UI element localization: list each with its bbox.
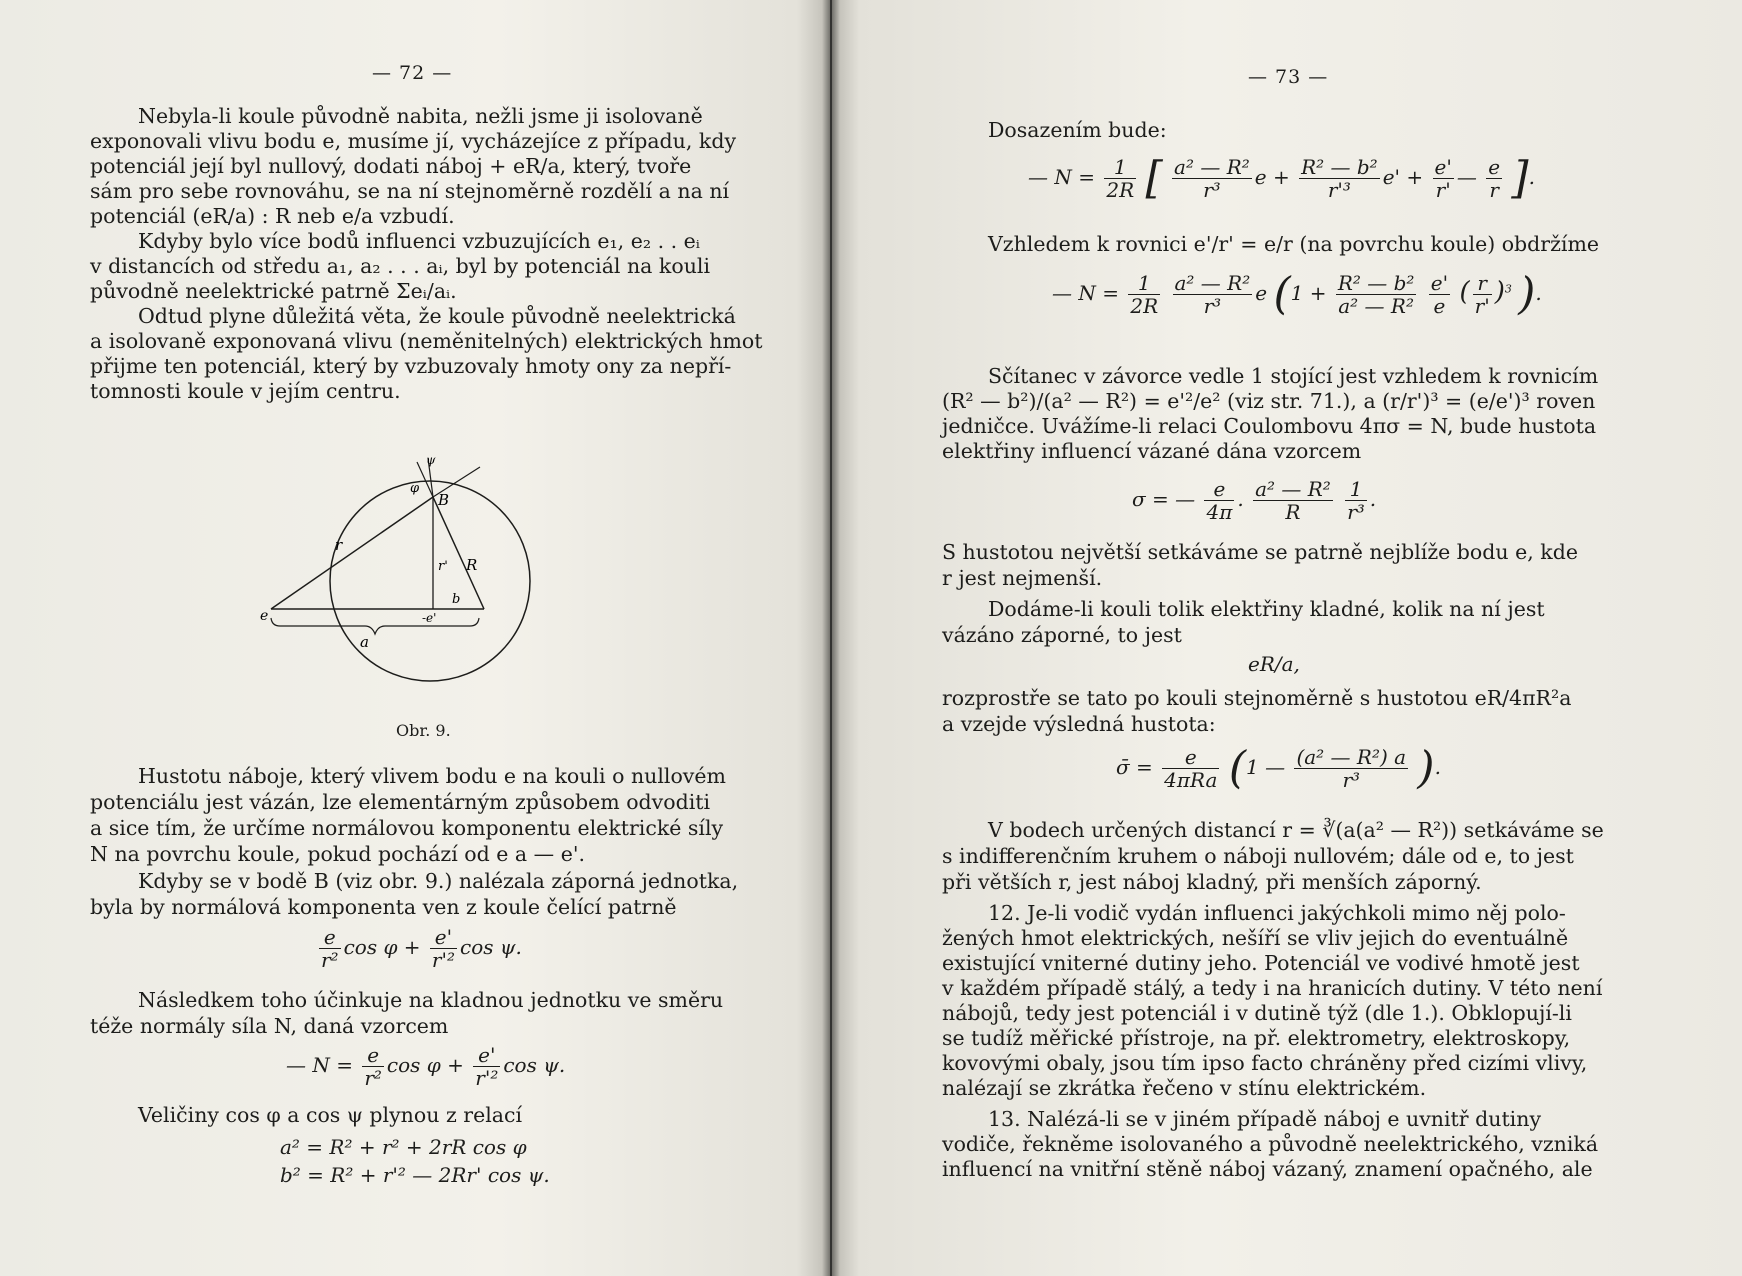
text-line: v distancích od středu a₁, a₂ . . . aᵢ, byl by potenciál na kouli <box>90 254 711 278</box>
text-line: jedničce. Uvážíme-li relaci Coulombovu 4πσ = N, bude hustota <box>942 414 1597 438</box>
fraction: $\frac{\text{a² — R²}}{R}$ <box>1255 477 1331 524</box>
fraction: $\frac{\text{R² — b²}}{\text{r'³}}$ <box>1301 155 1378 202</box>
text-line: potenciálu jest vázán, lze elementárným způsobem odvoditi <box>90 790 711 814</box>
fraction: $\frac{e}{4\pi}$ <box>1206 477 1233 524</box>
fraction: $\frac{\text{a² — R²}}{\text{r³}}$ <box>1174 155 1250 202</box>
text-line: N na povrchu koule, pokud pochází od e a — e'. <box>90 842 585 866</box>
label-B: B <box>438 491 450 509</box>
text-line: (R² — b²)/(a² — R²) = e'²/e² (viz str. 71.), a (r/r')³ = (e/e')³ roven <box>942 389 1596 413</box>
text-line: Odtud plyne důležitá věta, že koule původně neelektrická <box>138 304 736 328</box>
text-line: v každém případě stálý, a tedy i na hranicích dutiny. V této není <box>942 976 1603 1000</box>
text-line: nábojů, tedy jest potenciál i v dutině týž (dle 1.). Obklopují-li <box>942 1001 1572 1025</box>
text-line: a isolovaně exponovaná vlivu (neměnitelných) elektrických hmot <box>90 329 763 353</box>
text-line: přijme ten potenciál, který by vzbuzovaly hmoty ony za nepří- <box>90 354 732 378</box>
label-e-prime: -e' <box>422 611 437 625</box>
fraction: $\frac{e}{\text{r²}}$ <box>321 925 339 972</box>
equation-with-relation: — N = $\frac{1}{2R}$ $\frac{\text{a² — R²}}{\text{r³}}$ e (1 + $\frac{\text{R² — b²}}{\text{a² — R²}}$ $\frac{e'}{e}$ ( $\frac{r}{r'}$ )$^3$ ). <box>1052 268 1542 320</box>
text-line: vodiče, řekněme isolovaného a původně neelektrického, vzniká <box>942 1132 1599 1156</box>
text-line: Dodáme-li kouli tolik elektřiny kladné, kolik na ní jest <box>988 597 1545 621</box>
fraction: $\frac{\text{R² — b²}}{\text{a² — R²}}$ <box>1337 271 1415 318</box>
fraction: $\frac{e'}{r'}$ <box>1434 155 1452 202</box>
brace-a <box>271 618 479 634</box>
text-line: kovovými obaly, jsou tím ipso facto chráněny před cizími vlivy, <box>942 1051 1588 1075</box>
label-psi: ψ <box>426 453 436 467</box>
text-line: a sice tím, že určíme normálovou komponentu elektrické síly <box>90 816 724 840</box>
fraction: $\frac{\text{(a² — R²) a}}{\text{r³}}$ <box>1296 745 1407 792</box>
equation-a-squared: a² = R² + r² + 2rR cos φ <box>280 1135 527 1159</box>
label-r: r <box>335 536 343 554</box>
text-line: žených hmot elektrických, nešíří se vliv jejich do eventuálně <box>942 926 1569 950</box>
text-line: V bodech určených distancí r = ∛(a(a² — R²)) setkáváme se <box>988 818 1604 842</box>
text-line: potenciál (eR/a) : R neb e/a vzbudí. <box>90 204 455 228</box>
figure-9-diagram <box>220 450 600 710</box>
equation-force-N: — N = $\frac{e}{\text{r²}}$ cos φ + $\frac{e'}{\text{r'²}}$ cos ψ. <box>286 1043 566 1090</box>
text-line: Sčítanec v závorce vedle 1 stojící jest vzhledem k rovnicím <box>988 364 1599 388</box>
figure-caption: Obr. 9. <box>396 721 451 740</box>
equation-eR-over-a: eR/a, <box>1248 652 1300 676</box>
left-page <box>0 0 830 1276</box>
sphere-circle <box>330 481 530 681</box>
text-line: r jest nejmenší. <box>942 566 1103 590</box>
text-line: rozprostře se tato po kouli stejnoměrně s hustotou eR/4πR²a <box>942 686 1572 710</box>
equation-substitution: — N = $\frac{1}{2R}$ [ $\frac{\text{a² — R²}}{\text{r³}}$ e + $\frac{\text{R² — b²}}{\text{r'³}}$ e' + $\frac{e'}{r'}$ — $\frac{e}{r}$ ]. <box>1028 152 1535 204</box>
text-line: influencí na vnitřní stěně náboj vázaný, znamení opačného, ale <box>942 1157 1593 1181</box>
text-line: tomnosti koule v jejím centru. <box>90 379 401 403</box>
text-line: byla by normálová komponenta ven z koule čelící patrně <box>90 895 677 919</box>
text-line: sám pro sebe rovnováhu, se na ní stejnoměrně rozdělí a na ní <box>90 179 730 203</box>
text-line: Kdyby se v bodě B (viz obr. 9.) nalézala záporná jednotka, <box>138 869 739 893</box>
text-line: Kdyby bylo více bodů influenci vzbuzujících e₁, e₂ . . eᵢ <box>138 229 700 253</box>
text-line: 13. Nalézá-li se v jiném případě náboj e uvnitř dutiny <box>988 1107 1542 1131</box>
fraction: $\frac{r}{r'}$ <box>1474 271 1490 318</box>
text-line: se tudíž měřické přístroje, na př. elektrometry, elektroskopy, <box>942 1026 1571 1050</box>
label-a: a <box>360 633 369 651</box>
fraction: $\frac{\text{a² — R²}}{\text{r³}}$ <box>1174 271 1251 318</box>
text-line: potenciál její byl nullový, dodati náboj + eR/a, který, tvoře <box>90 154 692 178</box>
line-r <box>271 497 433 609</box>
label-phi: φ <box>410 481 420 496</box>
text-line: existující vniterné dutiny jeho. Potenciál ve vodivé hmotě jest <box>942 951 1580 975</box>
fraction: $\frac{e}{r}$ <box>1488 155 1501 202</box>
text-line: s indifferenčním kruhem o náboji nullovém; dále od e, to jest <box>942 844 1574 868</box>
label-b: b <box>452 592 461 607</box>
text-line: Vzhledem k rovnici e'/r' = e/r (na povrchu koule) obdržíme <box>988 232 1600 256</box>
text-line: nalézají se zkrátka řečeno v stínu elektrickém. <box>942 1076 1427 1100</box>
text-line: 12. Je-li vodič vydán influenci jakýchkoli mimo něj polo- <box>988 901 1566 925</box>
equation-b-squared: b² = R² + r'² — 2Rr' cos ψ. <box>280 1163 550 1187</box>
text-line: při větších r, jest náboj kladný, při menších záporný. <box>942 870 1482 894</box>
equation-resulting-density: σ̄ = $\frac{e}{\text{4πRa}}$ (1 — $\frac{\text{(a² — R²) a}}{\text{r³}}$ ). <box>1116 742 1441 794</box>
fraction: $\frac{1}{2R}$ <box>1106 155 1135 202</box>
page-number-left: — 72 — <box>372 62 453 84</box>
fraction: $\frac{e}{\text{r²}}$ <box>364 1043 382 1090</box>
text-line: Hustotu náboje, který vlivem bodu e na kouli o nullovém <box>138 764 726 788</box>
fraction: $\frac{1}{\text{r³}}$ <box>1347 477 1365 524</box>
text-line: téže normály síla N, daná vzorcem <box>90 1014 449 1038</box>
text-line: exponovali vlivu bodu e, musíme jí, vycházejíce z případu, kdy <box>90 129 737 153</box>
text-line: S hustotou největší setkáváme se patrně nejblíže bodu e, kde <box>942 540 1578 564</box>
right-page <box>832 0 1742 1276</box>
fraction: $\frac{e'}{e}$ <box>1430 271 1449 318</box>
book-gutter <box>822 0 840 1276</box>
label-r-prime: r' <box>438 559 448 574</box>
fraction: $\frac{e'}{\text{r'²}}$ <box>431 925 455 972</box>
text-line: vázáno záporné, to jest <box>942 623 1182 647</box>
text-line: Veličiny cos φ a cos ψ plynou z relací <box>138 1103 523 1127</box>
text-line: Dosazením bude: <box>988 118 1167 142</box>
fraction: $\frac{e'}{\text{r'²}}$ <box>475 1043 499 1090</box>
label-R: R <box>466 556 478 574</box>
page-number-right: — 73 — <box>1248 66 1329 88</box>
equation-normal-component: $\frac{e}{\text{r²}}$ cos φ + $\frac{e'}{\text{r'²}}$ cos ψ. <box>321 925 522 972</box>
text-line: elektřiny influencí vázané dána vzorcem <box>942 439 1362 463</box>
label-e: e <box>260 608 269 624</box>
text-line: Následkem toho účinkuje na kladnou jednotku ve směru <box>138 988 724 1012</box>
fraction: $\frac{e}{\text{4πRa}}$ <box>1164 745 1218 792</box>
equation-sigma: σ = — $\frac{e}{4\pi}$ . $\frac{\text{a² — R²}}{R}$ $\frac{1}{\text{r³}}$ . <box>1132 477 1377 524</box>
fraction: $\frac{1}{2R}$ <box>1130 271 1159 318</box>
text-line: a vzejde výsledná hustota: <box>942 712 1216 736</box>
text-line: Nebyla-li koule původně nabita, nežli jsme ji isolovaně <box>138 104 703 128</box>
text-line: původně neelektrické patrně Σeᵢ/aᵢ. <box>90 279 457 303</box>
